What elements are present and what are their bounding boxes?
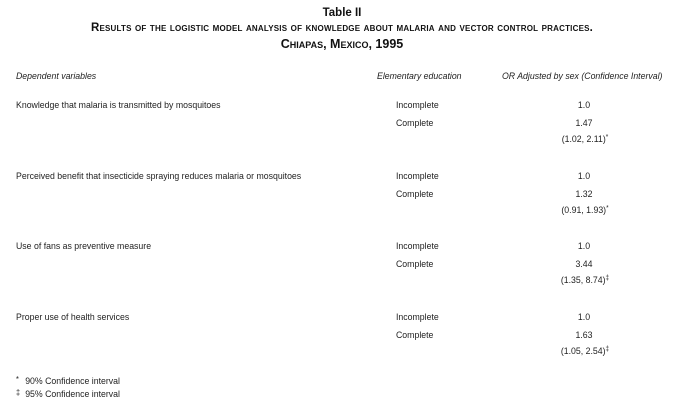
row-4-confidence-interval <box>561 346 609 357</box>
header-dependent-variables: Dependent variables <box>16 71 97 82</box>
row-1-complete-or: 1.47 <box>575 118 593 129</box>
row-3-ci-mark: ‡ <box>605 275 610 282</box>
row-2-incomplete-label: Incomplete <box>396 171 439 182</box>
row-1-confidence-interval <box>562 134 609 145</box>
table-subtitle: Chiapas, Mexico, 1995 <box>280 37 404 51</box>
row-2-complete-label: Complete <box>396 189 434 200</box>
row-4-variable: Proper use of health services <box>16 312 130 323</box>
row-1-variable: Knowledge that malaria is transmitted by mosquitoes <box>16 100 221 111</box>
row-2-ci-mark: * <box>606 205 609 212</box>
row-3-confidence-interval <box>561 275 609 286</box>
row-3-ci-value: (1.35, 8.74) <box>560 275 606 286</box>
row-3-incomplete-label: Incomplete <box>396 241 439 252</box>
footnote-90 <box>16 375 120 387</box>
footnote-95-text: 95% Confidence interval <box>25 389 120 400</box>
row-4-complete-or: 1.63 <box>575 330 593 341</box>
header-or-adjusted: OR Adjusted by sex (Confidence Interval) <box>502 71 663 82</box>
footnote-90-mark: * <box>16 375 19 384</box>
row-1-ci-mark: * <box>605 134 609 141</box>
row-2-incomplete-or: 1.0 <box>577 171 591 182</box>
row-4-ci-mark: ‡ <box>605 346 610 353</box>
table-title: Results of the logistic model analysis of knowledge about malaria and vector control practices. <box>90 22 594 34</box>
row-1-ci-value: (1.02, 2.11) <box>561 134 606 145</box>
row-2-confidence-interval <box>561 205 608 216</box>
footnote-95-mark: ‡ <box>16 388 21 397</box>
row-4-ci-value: (1.05, 2.54) <box>560 346 606 357</box>
table-title-block <box>0 6 684 53</box>
row-2-variable: Perceived benefit that insecticide spraying reduces malaria or mosquitoes <box>16 171 302 182</box>
footnote-90-text: 90% Confidence interval <box>25 376 120 387</box>
footnote-95 <box>16 388 120 400</box>
row-1-incomplete-or: 1.0 <box>577 100 591 111</box>
row-4-incomplete-or: 1.0 <box>577 312 591 323</box>
row-4-complete-label: Complete <box>396 330 434 341</box>
row-3-complete-label: Complete <box>396 259 434 270</box>
row-1-incomplete-label: Incomplete <box>396 100 439 111</box>
row-3-incomplete-or: 1.0 <box>577 241 591 252</box>
row-2-ci-value: (0.91, 1.93) <box>561 205 607 216</box>
row-1-complete-label: Complete <box>396 118 434 129</box>
header-elementary-education: Elementary education <box>377 71 462 82</box>
row-2-complete-or: 1.32 <box>575 189 593 200</box>
row-3-variable: Use of fans as preventive measure <box>16 241 152 252</box>
table-label: Table II <box>322 7 362 19</box>
row-4-incomplete-label: Incomplete <box>396 312 439 323</box>
row-3-complete-or: 3.44 <box>575 259 593 270</box>
